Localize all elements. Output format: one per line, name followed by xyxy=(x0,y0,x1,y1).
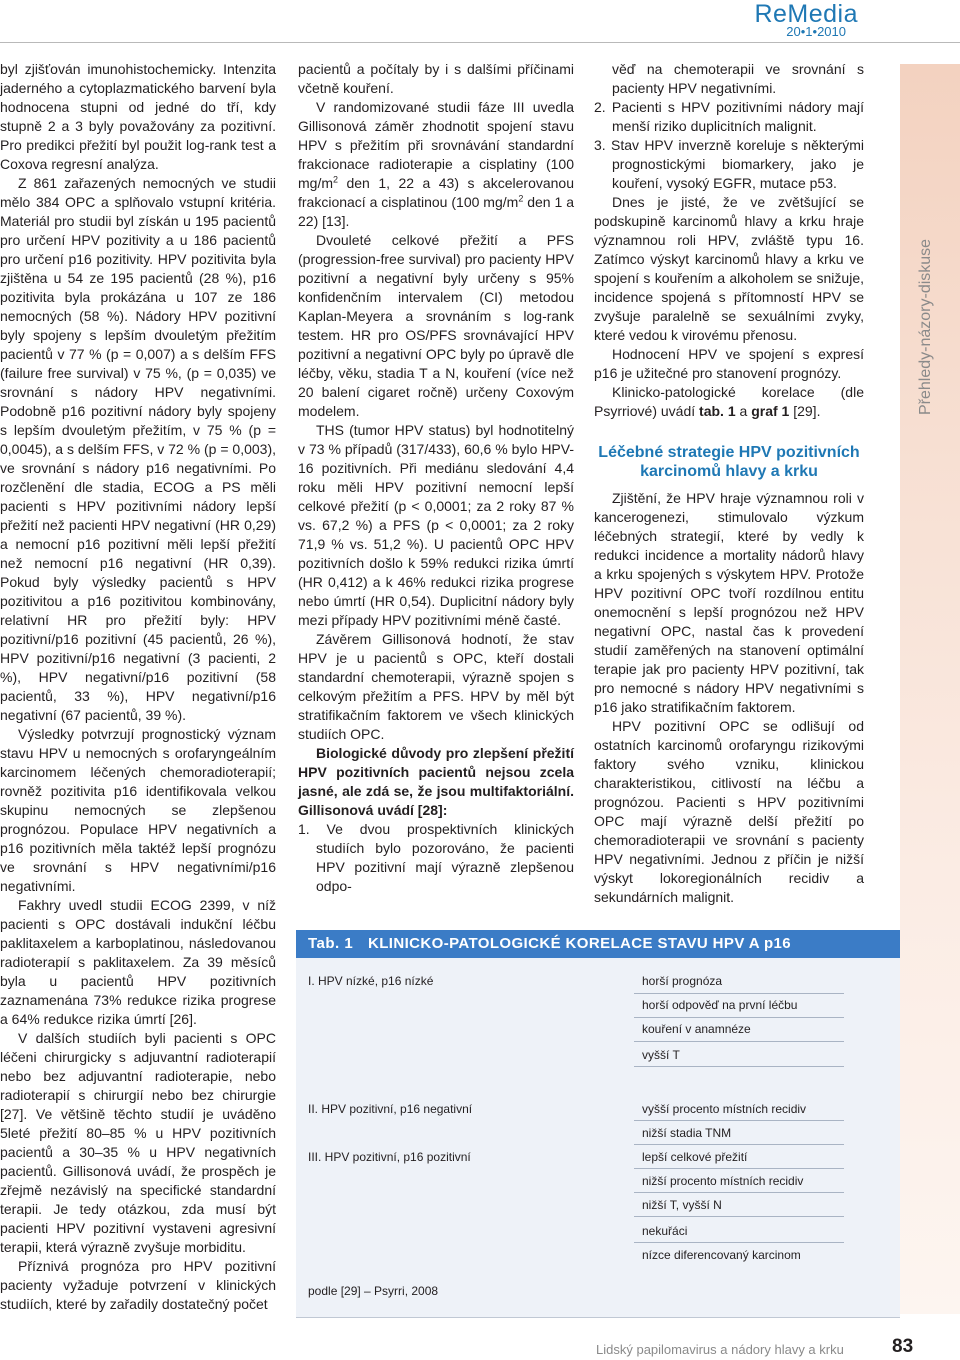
text-column-1 xyxy=(0,60,276,1314)
list-item: 1. Ve dvou prospektivních klinických studiích bylo pozorováno, že pacienti HPV pozitivní mají výrazně zlepšenou odpo- xyxy=(298,821,574,894)
table-feature: nekuřáci xyxy=(642,1224,688,1238)
superscript: 2 xyxy=(333,174,339,185)
issue-number: 20•1•2010 xyxy=(786,24,846,39)
header-divider xyxy=(0,42,960,43)
table-row-divider xyxy=(634,1192,844,1193)
table-source: podle [29] – Psyrri, 2008 xyxy=(308,1284,439,1298)
table-feature: vyšší procento místních recidiv xyxy=(642,1102,807,1116)
text-column-3 xyxy=(594,60,864,907)
table-feature: kouření v anamnéze xyxy=(642,1022,751,1036)
table-title-bar xyxy=(296,930,900,958)
table-row-divider xyxy=(634,1120,844,1121)
text-run: a xyxy=(735,403,752,419)
table-feature: nižší T, vyšší N xyxy=(642,1198,722,1212)
paragraph: Z 861 zařazených nemocných ve studii mělo 384 OPC a splňovalo vstupní kritéria. Materiál pro studii byl získán u 195 pacientů pro určení HPV pozitivity a u 186 pacientů pro určení p16 pozitivity. HPV pozitivita byla zjištěna u 54 ze 195 pacientů (28 %), p16 pozitivita byla prokázána u 107 ze 186 nemocných (58 %). Nádory HPV pozitivní byly spojeny s lepším dvouletým přežitím pacientů v 77 % (p = 0,007) a s delším FFS (failure free survival) v 75 %, (p = 0,035) ve srovnání s nádory HPV negativními. Podobně p16 pozitivní nádory byly spojeny s lepším dvouletým přežitím, v 75 % (p = 0,0045), a s delším FFS, v 72 % (p = 0,003), ve srovnání s nádory p16 negativními. Po rozčlenění dle stadia, ECOG a PS měli pacienti s HPV pozitivními nádory lepší přežití než pacienti HPV negativní (HR 0,29) a nemocní p16 pozitivní měli lepší přežití než nemocní p16 negativní (HR 0,39). Pokud byly výsledky pacientů s HPV pozitivitou a p16 pozitivitou kombinovány, relativní HR pro přežití byly: HPV pozitivní/p16 pozitivní (45 pacientů, 26 %), HPV pozitivní/p16 negativní (3 pacienti, 2 %), HPV negativní/p16 pozitivní (58 pacientů, 33 %), HPV negativní/p16 negativní (67 pacientů, 39 %). xyxy=(0,175,276,723)
table-group-label: I. HPV nízké, p16 nízké xyxy=(308,974,434,988)
paragraph: Zjištění, že HPV hraje významnou roli v kancerogenezi, stimulovalo výzkum léčebných strategií, které by vedly k redukci incidence a mortality nádorů hlavy a krku spojených s výskytem HPV. Protože HPV pozitivní OPC tvoří rozdílnou entitu onemocnění s lepší prognózou než HPV negativní OPC, nastal čas k provedení studií zaměřených na stanovení optimální terapie jak pro pacienty HPV pozitivní, tak pro nemocné s nádory HPV negativními s p16 jako stratifikačním faktorem. xyxy=(594,490,864,715)
table-feature: horší prognóza xyxy=(642,974,723,988)
paragraph-bold: Biologické důvody pro zlepšení přežití HPV pozitivních pacientů nejsou zcela jasné, ale zdá se, že jsou multifaktoriální. Gillisonová uvádí [28]: xyxy=(298,745,574,818)
list-item: 3. Stav HPV inverzně koreluje s některými prognostickými biomarkery, jako je kouření, vysoký EGFR, mutace p53. xyxy=(594,137,864,191)
paragraph: Dvouleté celkové přežití a PFS (progression-free survival) pro pacienty HPV pozitivní a negativní byly určeny s 95% konfidenčním intervalem (CI) metodou Kaplan-Meyera a srovnáním s log-rank testem. HR pro OS/PFS srovnávající HPV pozitivní a negativní OPC byly po úpravě dle léčby, věku, stadia T a N, kouření (více než 20 balení cigaret ročně) určeny Coxovým modelem. xyxy=(298,232,574,419)
paragraph: pacientů a počítaly by i s dalšími příčinami včetně kouření. xyxy=(298,61,574,96)
table-feature: nižší stadia TNM xyxy=(642,1126,732,1140)
paragraph: HPV pozitivní OPC se odlišují od ostatních karcinomů orofaryngu rizikovými faktory svého vzniku, klinickou charakteristikou, citlivostí na léčbu a prognózou. Pacienti s HPV pozitivními OPC mají výrazně delší přežití po chemoradioterapii ve srovnání s pacienty HPV negativními. Jednou z příčin je nižší výskyt lokoregionálních recidiv a sekundárních malignit. xyxy=(594,718,864,905)
paragraph: Příznivá prognóza pro HPV pozitivní pacienty vyžaduje potvrzení v klinických studiích, které by zařadily dostatečný počet xyxy=(0,1258,276,1312)
paragraph: Dnes je jisté, že ve zvětšující se podskupině karcinomů hlavy a krku hraje významnou roli HPV, zvláště typu 16. Zatímco výskyt karcinomů hlavy a krku ve spojení s kouřením a alkoholem se snižuje, incidence spojená s přítomností HPV se zvyšuje paralelně se sexuálními zvyky, které vedou k virovému přenosu. xyxy=(594,194,864,343)
table-row-divider xyxy=(634,1216,844,1217)
section-heading: Léčebné strategie HPV pozitivních karcinomů hlavy a krku xyxy=(598,444,860,480)
text-run: [29]. xyxy=(789,403,821,419)
paragraph: V dalších studiích byli pacienti s OPC léčeni chirurgicky s adjuvantní radioterapií nebo bez adjuvantní radioterapie, nebo radioterapií s chirurgií nebo bez chirurgie [27]. Ve většině těchto studií je uváděno 5leté přežití 80–85 % u HPV pozitivních pacientů a 30–35 % u HPV negativních pacientů. Gillisonová uvádí, že prospěch je zřejmě nezávislý na specifické standardní terapii. Je tedy otázkou, zda musí být pacienti HPV pozitivní vystaveni agresivní terapii, která výrazně zvyšuje morbiditu. xyxy=(0,1030,276,1255)
table-body xyxy=(296,958,900,1318)
table-feature: horší odpověď na první léčbu xyxy=(642,998,798,1012)
section-side-tab-label: Přehledy-názory-diskuse xyxy=(917,238,934,415)
paragraph xyxy=(594,383,864,421)
table-feature: vyšší T xyxy=(642,1048,680,1062)
table-row-divider xyxy=(634,993,844,994)
paragraph: byl zjišťován imunohistochemicky. Intenzita jaderného a cytoplazmatického barvení byla hodnocena stupni od jedné do tří, kdy stupně 2 a 3 byly považovány za pozitivní. Pro predikci přežití byl použit log-rank test a Coxova regresní analýza. xyxy=(0,61,276,172)
table-group-label: III. HPV pozitivní, p16 pozitivní xyxy=(308,1150,471,1164)
superscript: 2 xyxy=(518,193,524,204)
paragraph: Fakhry uvedl studii ECOG 2399, v níž pacienti s OPC dostávali indukční léčbu paklitaxelem a karboplatinou, následovanou radioterapií s paklitaxelem. Za 39 měsíců byla u pacientů HPV pozitivních zaznamenána 73% redukce rizika progrese a 64% redukce rizika úmrtí [26]. xyxy=(0,897,276,1027)
paragraph: Závěrem Gillisonová hodnotí, že stav HPV je u pacientů s OPC, kteří dostali standardní chemoterapii, výrazně spojen s celkovým přežitím a PFS. HPV by měl být stratifikačním faktorem ve všech klinických studiích OPC. xyxy=(298,631,574,742)
paragraph: Výsledky potvrzují prognostický význam stavu HPV u nemocných s orofaryngeálním karcinomem léčených chemoradioterapií; rovněž pozitivita p16 identifikovala velkou skupinu nemocných se zlepšenou prognózou. Populace HPV negativních a p16 pozitivních měla taktéž lepší prognózu ve srovnání s HPV negativními/p16 negativními. xyxy=(0,726,276,894)
table-feature: nižší procento místních recidiv xyxy=(642,1174,804,1188)
paragraph: THS (tumor HPV status) byl hodnotitelný v 73 % případů (317/433), 60,6 % bylo HPV-16 pozitivních. Při mediánu sledování 4,4 roku měli HPV pozitivní nemocní lepší celkové přežití (p < 0,0001; za 2 roky 87 % vs. 67,2 %) a PFS (p < 0,0001; za 2 roky 71,9 % vs. 51,2 %). U pacientů OPC HPV pozitivních došlo k 59% redukci rizika úmrtí (HR 0,412) a k 46% redukci rizika progrese nebo úmrtí (HR 0,54). Duplicitní nádory byly mezi případy HPV pozitivními méně časté. xyxy=(298,422,574,628)
table-feature: nízce diferencovaný karcinom xyxy=(642,1248,801,1262)
list-item: 2. Pacienti s HPV pozitivními nádory mají menší riziko duplicitních malignit. xyxy=(594,99,864,134)
table-reference[interactable]: tab. 1 xyxy=(699,403,736,419)
table-group-label: II. HPV pozitivní, p16 negativní xyxy=(308,1102,473,1116)
table-feature: lepší celkové přežití xyxy=(642,1150,748,1164)
table-label: Tab. 1 xyxy=(308,935,354,952)
table-title: KLINICKO-PATOLOGICKÉ KORELACE STAVU HPV A p16 xyxy=(368,935,792,952)
page-number: 83 xyxy=(892,1336,914,1357)
paragraph xyxy=(298,98,574,231)
text-run: den 1 a 22) [13]. xyxy=(298,194,574,229)
text-run: V randomizované studii fáze III uvedla Gillisonová záměr zhodnotit spojení stavu HPV s přežitím při srovnávání standardní frakcionace radioterapie a cisplatiny (100 mg/m xyxy=(298,99,574,191)
numbered-list xyxy=(594,60,864,193)
journal-logo: ReMedia xyxy=(754,0,858,28)
table-row-divider xyxy=(634,1041,844,1042)
paragraph: Hodnocení HPV ve spojení s expresí p16 je užitečné pro stanovení prognózy. xyxy=(594,346,864,381)
table-row-divider xyxy=(634,1066,844,1067)
table-row-divider xyxy=(634,1242,844,1243)
numbered-list xyxy=(298,820,574,896)
text-run: Klinicko-patologické korelace (dle Psyrriové) uvádí xyxy=(594,384,864,419)
text-run: den 1, 22 a 43) s akcelerovanou frakcionací a cisplatinou (100 mg/m xyxy=(298,175,574,210)
running-title: Lidský papilomavirus a nádory hlavy a krku xyxy=(596,1342,844,1357)
list-item: věď na chemoterapii ve srovnání s pacienty HPV negativními. xyxy=(612,61,864,96)
table-row-divider xyxy=(634,1168,844,1169)
table-row-divider xyxy=(634,1017,844,1018)
figure-reference[interactable]: graf 1 xyxy=(751,403,790,419)
text-column-2 xyxy=(298,60,574,896)
table-row-divider xyxy=(634,1144,844,1145)
